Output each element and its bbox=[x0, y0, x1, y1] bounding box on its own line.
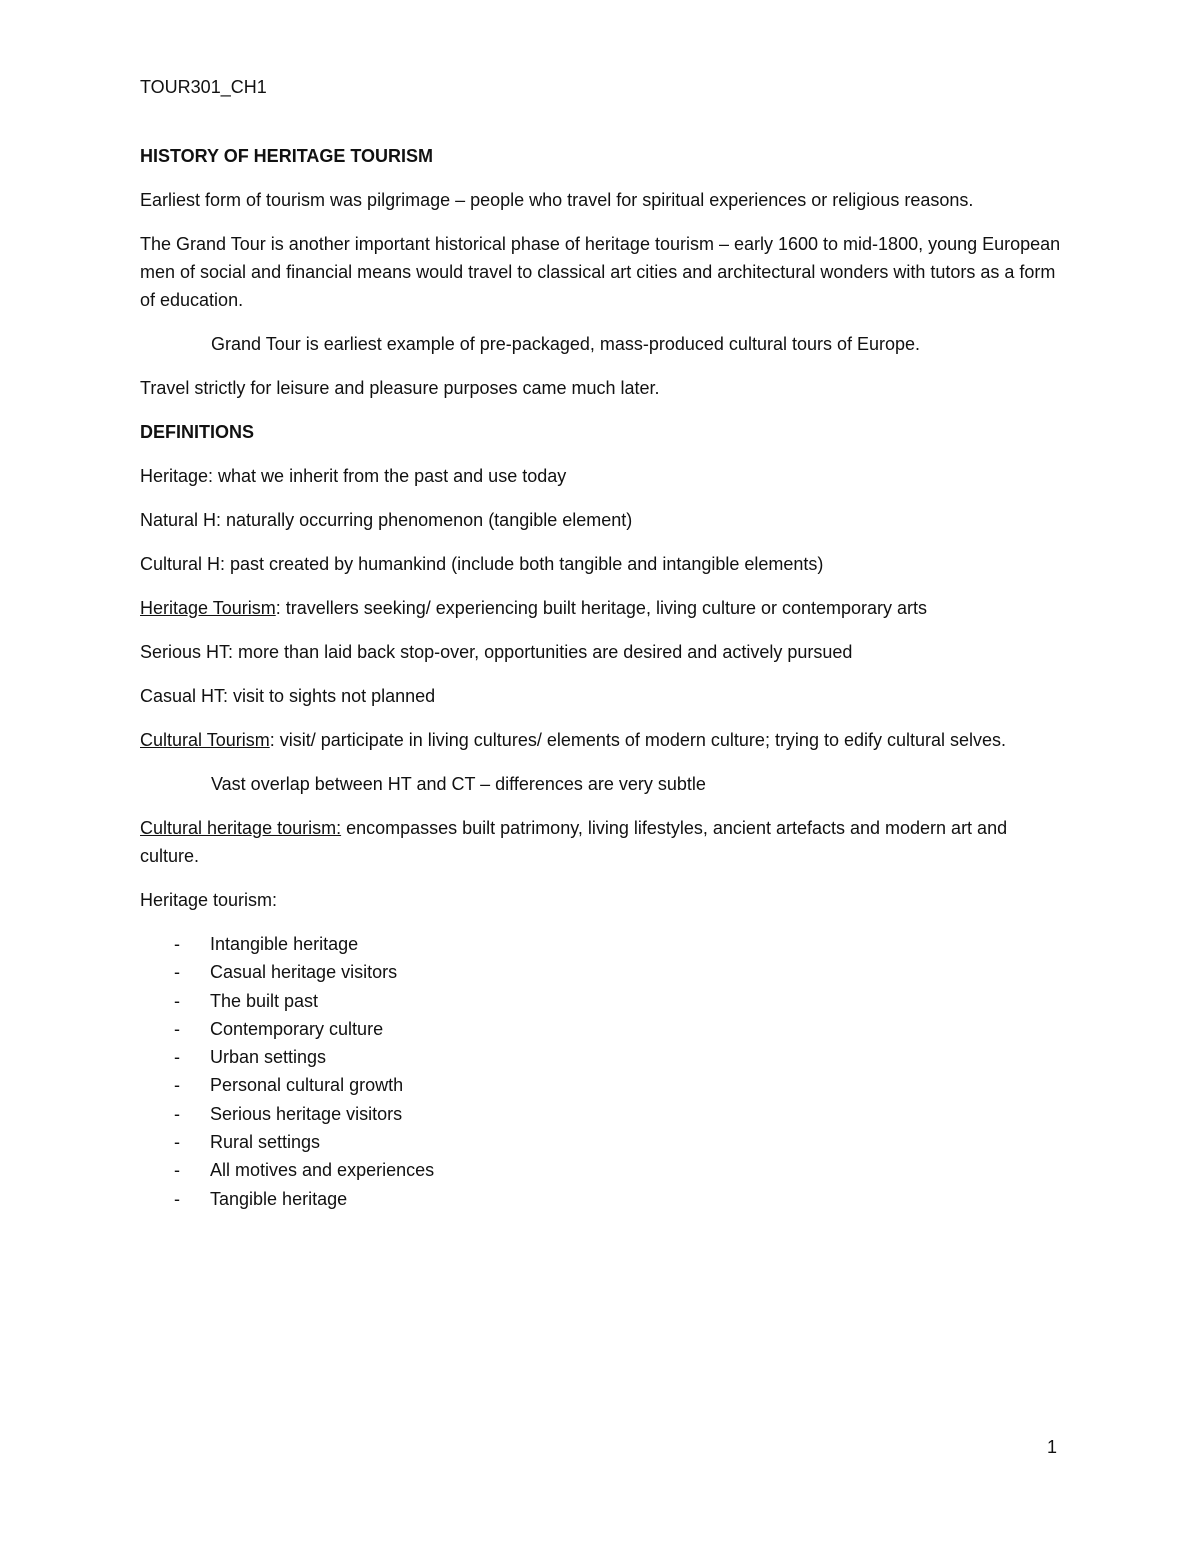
definition-heritage: Heritage: what we inherit from the past and use today bbox=[140, 466, 567, 486]
dash-marker: - bbox=[174, 990, 180, 1011]
list-item bbox=[140, 987, 1065, 1015]
dash-marker: - bbox=[174, 1047, 180, 1068]
dash-marker: - bbox=[174, 1103, 180, 1124]
dash-marker: - bbox=[174, 962, 180, 983]
dash-marker: - bbox=[174, 1160, 180, 1181]
term-cultural-tourism: Cultural Tourism bbox=[140, 730, 270, 750]
list-item-label: Casual heritage visitors bbox=[210, 962, 398, 983]
list-item bbox=[140, 930, 1065, 958]
definition-heritage-tourism bbox=[140, 594, 1065, 622]
paragraph-grand-tour: The Grand Tour is another important historical phase of heritage tourism – early 1600 to mid-1800, young European men of social and financial means would travel to classical art cities and architectural wonders with tutors as a form of education. bbox=[140, 234, 1061, 310]
paragraph-leisure-travel: Travel strictly for leisure and pleasure purposes came much later. bbox=[140, 378, 660, 398]
text-heritage-tourism-definition: : travellers seeking/ experiencing built heritage, living culture or contemporary arts bbox=[275, 598, 928, 618]
list-item bbox=[140, 1128, 1065, 1156]
heritage-tourism-list bbox=[140, 930, 1065, 1213]
list-item-label: Contemporary culture bbox=[210, 1018, 384, 1039]
list-item bbox=[140, 1071, 1065, 1099]
section-heading-history: HISTORY OF HERITAGE TOURISM bbox=[140, 146, 434, 166]
paragraph-overlap: Vast overlap between HT and CT – differences are very subtle bbox=[211, 774, 706, 794]
paragraph-grand-tour-example: Grand Tour is earliest example of pre-packaged, mass-produced cultural tours of Europe. bbox=[211, 334, 921, 354]
definition-casual-ht: Casual HT: visit to sights not planned bbox=[140, 686, 436, 706]
list-intro: Heritage tourism: bbox=[140, 890, 278, 910]
list-item-label: Personal cultural growth bbox=[210, 1075, 404, 1096]
list-item-label: All motives and experiences bbox=[210, 1160, 435, 1181]
list-item bbox=[140, 1043, 1065, 1071]
section-heading-definitions: DEFINITIONS bbox=[140, 422, 255, 442]
term-heritage-tourism: Heritage Tourism bbox=[140, 598, 276, 618]
list-item-label: Tangible heritage bbox=[210, 1188, 348, 1209]
list-item bbox=[140, 1156, 1065, 1184]
definition-cultural-tourism bbox=[140, 726, 1065, 754]
dash-marker: - bbox=[174, 1188, 180, 1209]
definition-natural-heritage: Natural H: naturally occurring phenomenon (tangible element) bbox=[140, 510, 633, 530]
document-body bbox=[140, 142, 1065, 1213]
list-item-label: Rural settings bbox=[210, 1132, 321, 1153]
definition-cultural-heritage-tourism bbox=[140, 814, 1065, 870]
list-item bbox=[140, 1100, 1065, 1128]
text-cultural-heritage-tourism-definition: encompasses built patrimony, living lifestyles, ancient artefacts and modern art and culture. bbox=[140, 818, 1008, 866]
list-item bbox=[140, 958, 1065, 986]
dash-marker: - bbox=[174, 934, 180, 954]
term-cultural-heritage-tourism: Cultural heritage tourism: bbox=[140, 818, 342, 838]
text-cultural-tourism-definition: : visit/ participate in living cultures/ elements of modern culture; trying to edify cultural selves. bbox=[269, 730, 1007, 750]
paragraph-pilgrimage: Earliest form of tourism was pilgrimage – people who travel for spiritual experiences or religious reasons. bbox=[140, 190, 974, 210]
dash-marker: - bbox=[174, 1132, 180, 1153]
list-item-label: The built past bbox=[210, 990, 319, 1011]
list-item-label: Serious heritage visitors bbox=[210, 1103, 403, 1124]
dash-marker: - bbox=[174, 1075, 180, 1096]
definition-cultural-heritage: Cultural H: past created by humankind (include both tangible and intangible elements) bbox=[140, 554, 824, 574]
list-item-label: Urban settings bbox=[210, 1047, 327, 1068]
list-item bbox=[140, 1185, 1065, 1213]
list-item-label: Intangible heritage bbox=[210, 934, 359, 954]
definition-serious-ht: Serious HT: more than laid back stop-over, opportunities are desired and actively pursued bbox=[140, 642, 853, 662]
list-item bbox=[140, 1015, 1065, 1043]
page-number: 1 bbox=[1046, 1437, 1057, 1457]
page-header: TOUR301_CH1 bbox=[140, 77, 267, 97]
dash-marker: - bbox=[174, 1018, 180, 1039]
